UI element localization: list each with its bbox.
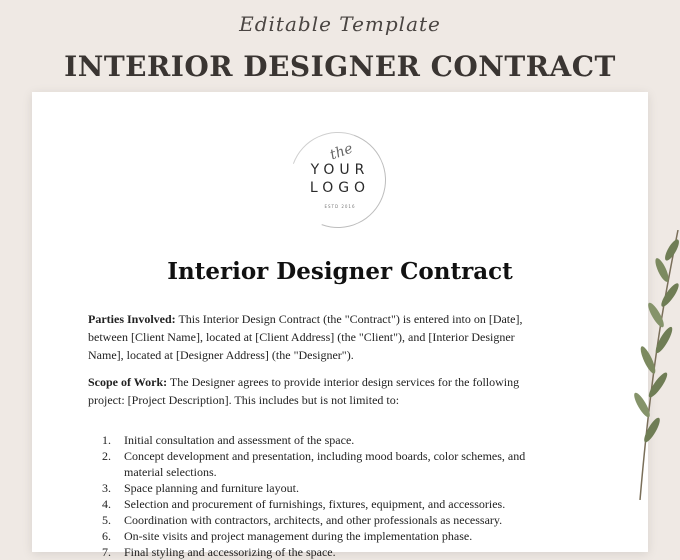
list-number: 1. — [102, 433, 111, 447]
parties-label: Parties Involved: — [88, 312, 176, 326]
list-item — [102, 480, 550, 496]
list-number: 4. — [102, 497, 111, 511]
scope-text: The Designer agrees to provide interior design services for the following project: [Project Description]. This includes but is not limited to: — [88, 375, 520, 407]
list-text: Initial consultation and assessment of the space. — [124, 433, 355, 447]
list-number: 6. — [102, 529, 111, 543]
list-item — [102, 512, 550, 528]
list-item — [102, 448, 550, 480]
list-item — [102, 432, 550, 448]
list-number: 7. — [102, 545, 111, 559]
template-title: INTERIOR DESIGNER CONTRACT — [64, 50, 616, 83]
list-text: Selection and procurement of furnishings, fixtures, equipment, and accessories. — [124, 497, 506, 511]
plant-sprig-decoration — [620, 230, 680, 500]
list-text: Coordination with contractors, architects, and other professionals as necessary. — [124, 513, 503, 527]
template-subtitle: Editable Template — [239, 12, 441, 36]
parties-paragraph — [88, 310, 550, 364]
list-text: Concept development and presentation, including mood boards, color schemes, and material selections. — [124, 449, 526, 479]
logo-the-text: the — [327, 140, 355, 164]
logo-estd: ESTD 2016 — [324, 204, 356, 209]
list-text: Space planning and furniture layout. — [124, 481, 299, 495]
logo — [290, 132, 390, 232]
document-page — [32, 92, 648, 559]
list-text: On-site visits and project management during the implementation phase. — [124, 529, 473, 543]
scope-label: Scope of Work: — [88, 375, 168, 389]
list-item — [102, 528, 550, 544]
list-number: 2. — [102, 449, 111, 463]
list-text: Final styling and accessorizing of the space. — [124, 545, 336, 559]
logo-line1: YOUR — [310, 162, 370, 178]
scope-list — [102, 432, 550, 560]
list-number: 3. — [102, 481, 111, 495]
document-title: Interior Designer Contract — [167, 258, 513, 285]
parties-text: This Interior Design Contract (the "Contract") is entered into on [Date], between [Client Name], located at [Client Address] (the "Client"), and [Interior Designer Name], located at [Designer Address] (the "Designer"). — [88, 312, 523, 362]
list-number: 5. — [102, 513, 111, 527]
logo-line2: LOGO — [309, 180, 371, 196]
list-item — [102, 544, 550, 560]
list-item — [102, 496, 550, 512]
scope-paragraph — [88, 373, 550, 409]
